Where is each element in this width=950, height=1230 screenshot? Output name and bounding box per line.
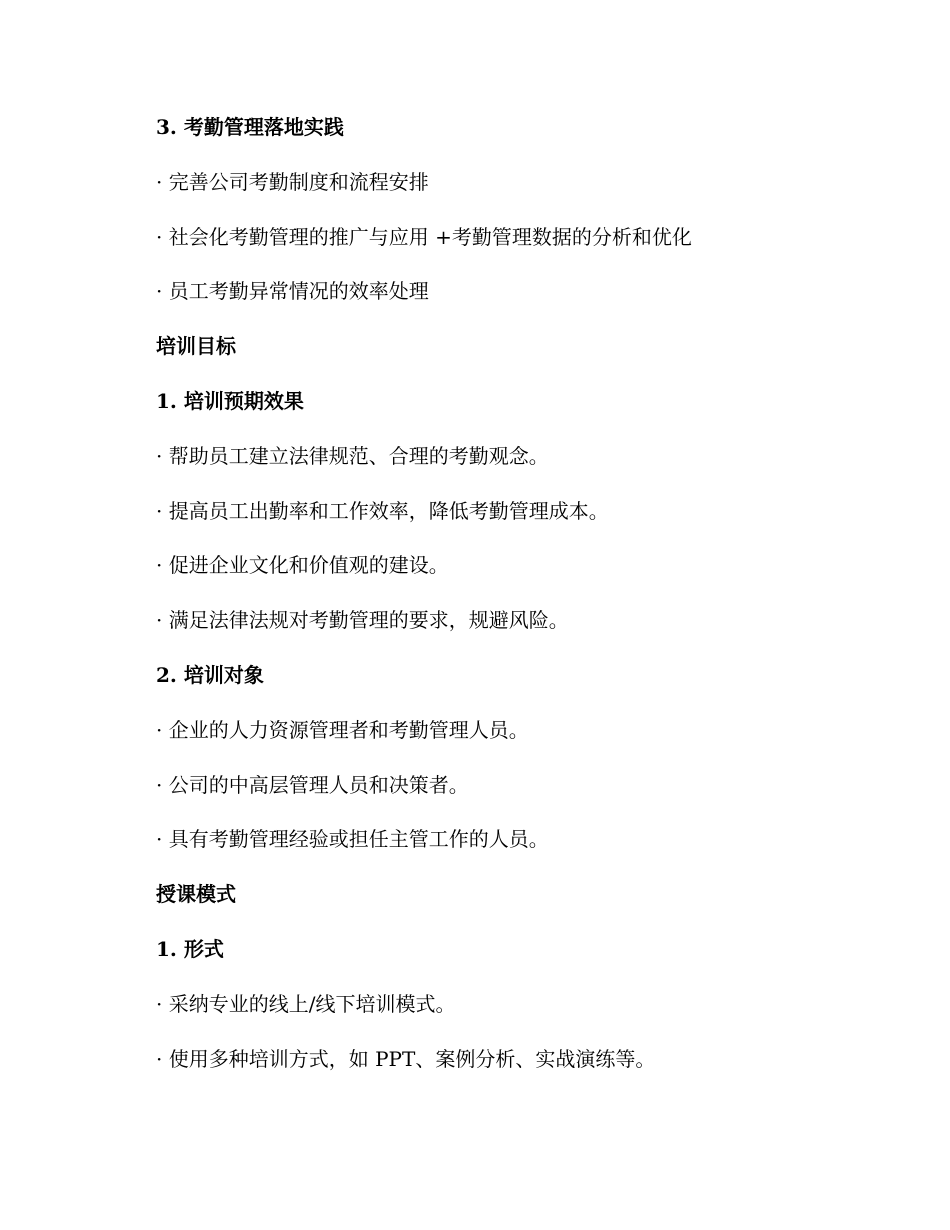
subheading-format: 1. 形式 bbox=[156, 937, 224, 961]
section-heading-teaching-mode: 授课模式 bbox=[156, 882, 236, 906]
bullet-experienced-staff: · 具有考勤管理经验或担任主管工作的人员。 bbox=[156, 827, 549, 851]
bullet-improve-policy: · 完善公司考勤制度和流程安排 bbox=[156, 170, 429, 194]
bullet-compliance: · 满足法律法规对考勤管理的要求，规避风险。 bbox=[156, 608, 569, 632]
subheading-training-audience: 2. 培训对象 bbox=[156, 663, 264, 687]
bullet-training-methods: · 使用多种培训方式，如 PPT、案例分析、实战演练等。 bbox=[156, 1047, 656, 1071]
bullet-exception-handling: · 员工考勤异常情况的效率处理 bbox=[156, 279, 429, 303]
bullet-legal-concept: · 帮助员工建立法律规范、合理的考勤观念。 bbox=[156, 444, 549, 468]
bullet-culture: · 促进企业文化和价值观的建设。 bbox=[156, 553, 449, 577]
bullet-hr-managers: · 企业的人力资源管理者和考勤管理人员。 bbox=[156, 718, 529, 742]
section-heading-attendance-practice: 3. 考勤管理落地实践 bbox=[156, 115, 344, 139]
subheading-expected-effects: 1. 培训预期效果 bbox=[156, 389, 304, 413]
bullet-improve-efficiency: · 提高员工出勤率和工作效率，降低考勤管理成本。 bbox=[156, 499, 609, 523]
section-heading-training-goals: 培训目标 bbox=[156, 334, 236, 358]
bullet-online-offline: · 采纳专业的线上/线下培训模式。 bbox=[156, 992, 456, 1016]
bullet-executives: · 公司的中高层管理人员和决策者。 bbox=[156, 773, 469, 797]
bullet-social-attendance: · 社会化考勤管理的推广与应用 +考勤管理数据的分析和优化 bbox=[156, 225, 692, 249]
